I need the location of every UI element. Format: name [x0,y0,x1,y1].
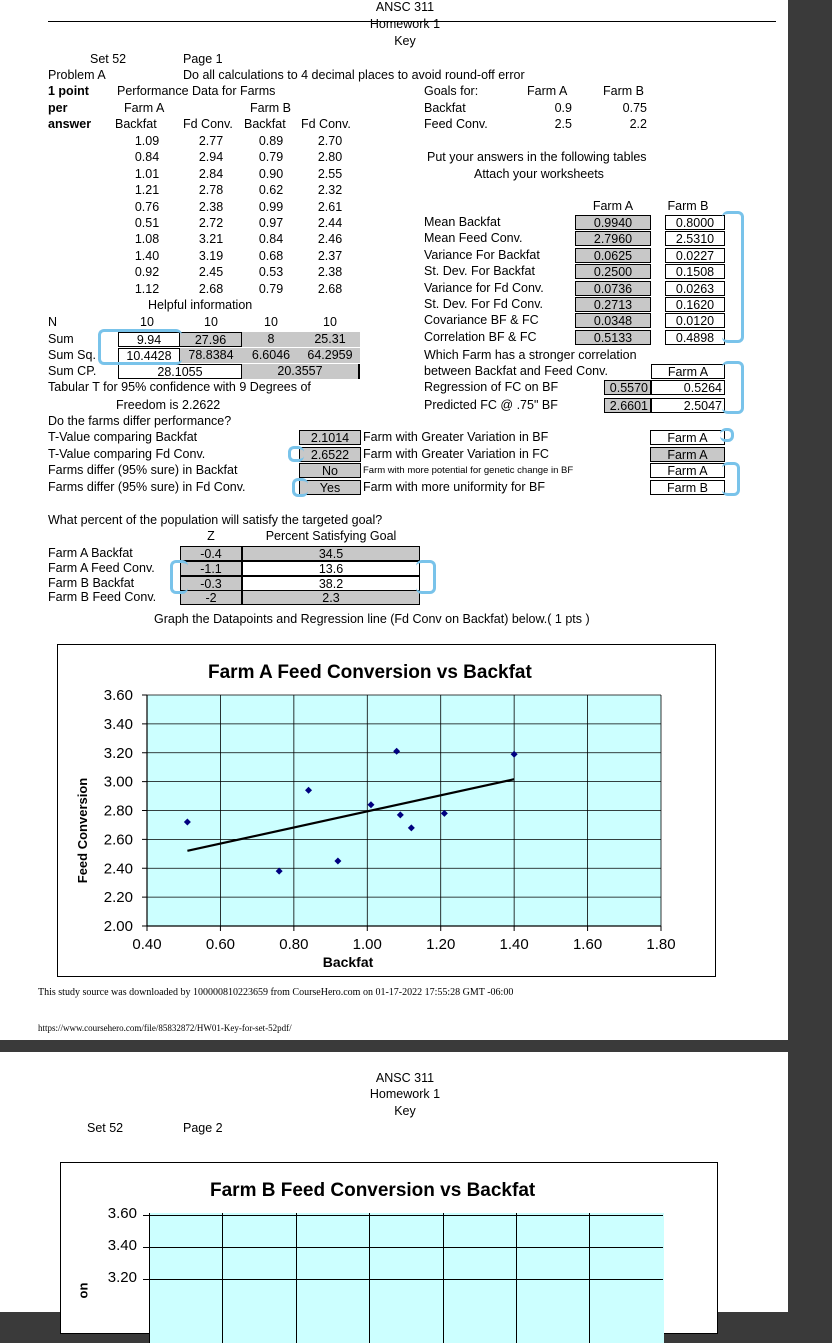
sumcp-cell-a: 28.1055 [118,364,242,379]
col-header-fc-b: Fd Conv. [301,117,351,131]
data-cell: 2.44 [317,216,343,230]
graph-instruction: Graph the Datapoints and Regression line (Fd Conv on Backfat) below.( 1 pts ) [154,612,590,626]
predicted-farm-b: 2.5047 [651,398,725,413]
data-cell: 0.79 [258,150,284,165]
data-cell: 0.68 [258,248,284,263]
data-cell: 2.61 [317,199,343,214]
annotation-bracket [722,211,744,343]
percent-row-label: Farm A Feed Conv. [48,560,155,575]
answer-farm-a: 2.7960 [575,231,651,246]
sum-label: Sum [48,332,74,346]
data-cell: 1.09 [134,134,160,148]
n-value: 10 [140,315,154,329]
x-gridline [369,1213,370,1343]
col-header-backfat-a: Backfat [115,117,157,131]
answer-farm-a: 0.0348 [575,313,651,328]
answer-label: Variance For Backfat [424,247,540,262]
sum-cell: 25.31 [300,332,360,347]
chart-frame [57,644,716,977]
percent-value: 38.2 [242,576,420,591]
sumsq-cell: 6.6046 [242,348,300,363]
variation-answer: Farm A [650,447,725,462]
x-gridline [222,1213,223,1343]
stronger-answer: Farm A [651,364,725,379]
sumsq-cell: 78.8384 [180,348,242,363]
percent-value: 2.3 [242,590,420,605]
key-title: Key [394,1104,416,1118]
z-value: -2 [180,590,242,605]
performance-title: Performance Data for Farms [117,84,276,98]
n-value: 10 [264,315,278,329]
y-tick-label: 3.00 [103,773,133,791]
y-tick-label: 2.00 [103,918,133,935]
differ-value: No [299,463,361,478]
data-cell: 2.68 [198,281,224,296]
answer-label: Variance for Fd Conv. [424,280,544,295]
course-title: ANSC 311 [375,0,435,14]
differ-value: Yes [299,480,361,495]
page-label: Page 2 [183,1121,223,1135]
data-cell: 2.94 [198,150,224,165]
data-cell: 1.01 [134,166,160,181]
plot-area [149,1213,664,1343]
annotation-bracket [722,462,740,496]
answer-farm-a: 0.2500 [575,264,651,279]
percent-row-label: Farm A Backfat [48,546,133,560]
set-label: Set 52 [87,1121,124,1135]
sum-cell: 8 [242,332,300,347]
chart-frame [60,1162,718,1334]
answer-label: St. Dev. For Backfat [424,264,535,279]
stronger-text-1: Which Farm has a stronger correlation [424,348,637,362]
percent-row-label: Farm B Feed Conv. [48,590,157,605]
data-cell: 2.37 [317,248,343,263]
answer-farm-b: 0.8000 [665,215,725,230]
data-cell: 2.45 [198,265,224,280]
y-tick-label: 2.60 [103,831,133,849]
answer-farm-b: 0.1508 [665,264,725,279]
data-cell: 0.79 [258,281,284,296]
x-gridline [589,1213,590,1343]
differ-label: Farms differ (95% sure) in Fd Conv. [48,479,246,494]
y-gridline [143,1247,663,1248]
data-cell: 2.70 [317,134,343,148]
y-gridline [143,1279,663,1280]
annotation-bracket [416,560,436,594]
y-axis-label-fragment: on [75,1282,91,1299]
x-tick-label: 0.80 [279,936,309,953]
data-cell: 2.32 [317,183,343,198]
y-axis-label: Feed Conversion [75,777,90,884]
x-tick-label: 0.40 [132,936,162,953]
data-cell: 2.78 [198,183,224,198]
answers-farm-b-header: Farm B [667,199,709,213]
answer-farm-b: 2.5310 [665,231,725,246]
annotation-bracket [288,446,304,462]
x-tick-label: 1.40 [499,936,529,953]
percent-row-label: Farm B Backfat [48,575,135,590]
chart-plot [58,645,715,976]
percent-question: What percent of the population will satisfy the targeted goal? [48,513,383,527]
data-cell: 0.92 [134,265,160,280]
col-header-fc-a: Fd Conv. [183,117,233,131]
answers-farm-a-header: Farm A [592,199,634,213]
y-tick-label: 3.40 [107,1237,137,1254]
differ-question: Do the farms differ performance? [48,414,232,428]
set-label: Set 52 [90,52,127,66]
y-tick-label: 2.40 [103,860,133,878]
course-title: ANSC 311 [375,1071,435,1085]
sumcp-label: Sum CP. [48,364,97,378]
goals-backfat-label: Backfat [424,101,466,115]
answer-farm-b: 0.0263 [665,281,725,296]
variation-label: Farm with more potential for genetic change in BF [363,465,574,477]
data-cell: 0.97 [258,216,284,230]
sum-cell: 9.94 [118,332,180,347]
data-cell: 2.84 [198,166,224,181]
percent-value: 34.5 [242,546,420,561]
n-value: 10 [323,315,337,329]
answer-label: Correlation BF & FC [424,329,537,344]
y-tick-label: 3.20 [107,1269,137,1286]
data-cell: 0.62 [258,183,284,198]
data-cell: 0.99 [258,199,284,214]
variation-answer: Farm A [650,463,725,478]
data-cell: 0.51 [134,216,160,230]
chart-title: Farm B Feed Conversion vs Backfat [210,1180,536,1201]
z-value: -0.3 [180,576,242,591]
sumsq-cell: 64.2959 [300,348,360,363]
x-gridline [516,1213,517,1343]
annotation-bracket [170,560,188,594]
source-footer: This study source was downloaded by 100000810223659 from CourseHero.com on 01-17-2022 17:55:28 GMT -06:00 [38,987,514,998]
homework-title: Homework 1 [369,17,441,31]
data-cell: 1.08 [134,232,160,247]
answer-farm-b: 0.4898 [665,330,725,345]
data-cell: 0.53 [258,265,284,280]
variation-answer: Farm B [650,480,725,495]
farm-a-header: Farm A [124,101,165,115]
data-cell: 1.21 [134,183,160,198]
y-tick-label: 3.40 [103,715,133,733]
n-label: N [48,315,58,329]
differ-value: 2.1014 [299,430,361,445]
x-tick-label: 1.00 [352,936,382,953]
goals-backfat-b: 0.75 [622,101,647,115]
regression-farm-b: 0.5264 [651,380,725,395]
z-value: -1.1 [180,561,242,576]
goals-backfat-a: 0.9 [554,101,572,115]
x-tick-label: 0.60 [205,936,236,953]
page-label: Page 1 [183,52,223,66]
regression-label: Regression of FC on BF [424,380,559,394]
document-page-2 [0,1052,788,1312]
instruction-text: Do all calculations to 4 decimal places to avoid round-off error [183,68,525,82]
answer-farm-b: 0.0120 [665,313,725,328]
answer-farm-a: 0.2713 [575,297,651,312]
url-footer: https://www.coursehero.com/file/85832872/HW01-Key-for-set-52pdf/ [38,1023,292,1033]
differ-label: Farms differ (95% sure) in Backfat [48,463,238,478]
variation-label: Farm with Greater Variation in FC [363,446,549,461]
data-cell: 3.21 [198,232,224,247]
x-tick-label: 1.80 [646,936,676,953]
answer-farm-a: 0.9940 [575,215,651,230]
data-cell: 2.77 [198,134,224,148]
annotation-bracket [98,329,182,365]
data-cell: 1.12 [134,281,160,296]
percent-header: Percent Satisfying Goal [265,529,397,543]
problem-label: Problem A [48,68,106,82]
points-label-2: per [48,101,68,115]
points-label-1: 1 point [48,84,89,98]
x-tick-label: 1.60 [572,936,603,953]
tabular-text-1: Tabular T for 95% confidence with 9 Degrees of [48,380,311,394]
sumsq-label: Sum Sq. [48,348,96,362]
data-cell: 2.38 [198,199,224,214]
y-tick-label: 3.60 [103,687,133,704]
answer-farm-a: 0.0736 [575,281,651,296]
key-title: Key [394,34,416,48]
tabular-text-2: Freedom is 2.2622 [116,398,221,412]
regression-farm-a: 0.5570 [604,380,651,395]
sumsq-cell: 10.4428 [118,348,180,363]
data-cell: 2.72 [198,216,224,230]
variation-label: Farm with more uniformity for BF [363,479,545,494]
data-cell: 2.68 [317,281,343,296]
y-tick-label: 2.20 [103,889,133,907]
goals-fc-label: Feed Conv. [424,117,488,131]
annotation-bracket [722,361,744,414]
answer-label: Mean Backfat [424,215,501,229]
y-tick-label: 3.60 [107,1205,137,1222]
goals-title: Goals for: [424,84,479,98]
z-header: Z [207,529,215,543]
points-label-3: answer [48,117,92,131]
answer-farm-a: 0.0625 [575,248,651,263]
x-gridline [296,1213,297,1343]
x-tick-label: 1.20 [426,936,456,953]
z-value: -0.4 [180,546,242,561]
x-axis-label: Backfat [322,954,374,970]
variation-answer: Farm A [650,430,725,445]
col-header-backfat-b: Backfat [244,117,286,131]
annotation-bracket [720,428,734,442]
goals-fc-a: 2.5 [554,117,572,131]
data-cell: 0.90 [258,166,284,181]
answer-farm-b: 0.1620 [665,297,725,312]
data-cell: 0.84 [134,150,160,165]
answer-farm-b: 0.0227 [665,248,725,263]
data-cell: 0.84 [258,232,284,247]
data-cell: 2.80 [317,150,343,165]
answer-label: St. Dev. For Fd Conv. [424,297,544,311]
differ-label: T-Value comparing Fd Conv. [48,446,206,461]
farm-b-header: Farm B [250,101,291,115]
goals-farm-a: Farm A [527,84,568,98]
n-value: 10 [204,315,218,329]
answer-farm-a: 0.5133 [575,330,651,345]
attach-text: Attach your worksheets [474,167,604,181]
y-tick-label: 3.20 [103,744,133,762]
goals-fc-b: 2.2 [629,117,647,131]
y-tick-label: 2.80 [103,802,133,820]
data-cell: 1.40 [134,248,160,263]
answer-label: Covariance BF & FC [424,313,539,328]
x-gridline [443,1213,444,1343]
put-answers-text: Put your answers in the following tables [427,150,647,164]
goals-farm-b: Farm B [603,84,644,98]
predicted-label: Predicted FC @ .75" BF [424,398,558,412]
homework-title: Homework 1 [369,1087,441,1101]
percent-value: 13.6 [242,561,420,576]
stronger-text-2: between Backfat and Feed Conv. [424,364,608,378]
sumcp-cell-b: 20.3557 [242,364,360,379]
answer-label: Mean Feed Conv. [424,231,523,246]
annotation-bracket [292,478,308,497]
data-cell: 2.55 [317,166,343,181]
predicted-farm-a: 2.6601 [604,398,651,413]
chart-title: Farm A Feed Conversion vs Backfat [208,662,532,683]
y-gridline [143,1215,663,1216]
data-cell: 2.46 [317,232,343,247]
data-cell: 3.19 [198,248,224,263]
differ-label: T-Value comparing Backfat [48,430,198,444]
helpful-info: Helpful information [148,298,253,312]
data-cell: 0.89 [258,134,284,148]
data-cell: 0.76 [134,199,160,214]
variation-label: Farm with Greater Variation in BF [363,430,549,444]
differ-value: 2.6522 [299,447,361,462]
sum-cell: 27.96 [180,332,242,347]
data-cell: 2.38 [317,265,343,280]
